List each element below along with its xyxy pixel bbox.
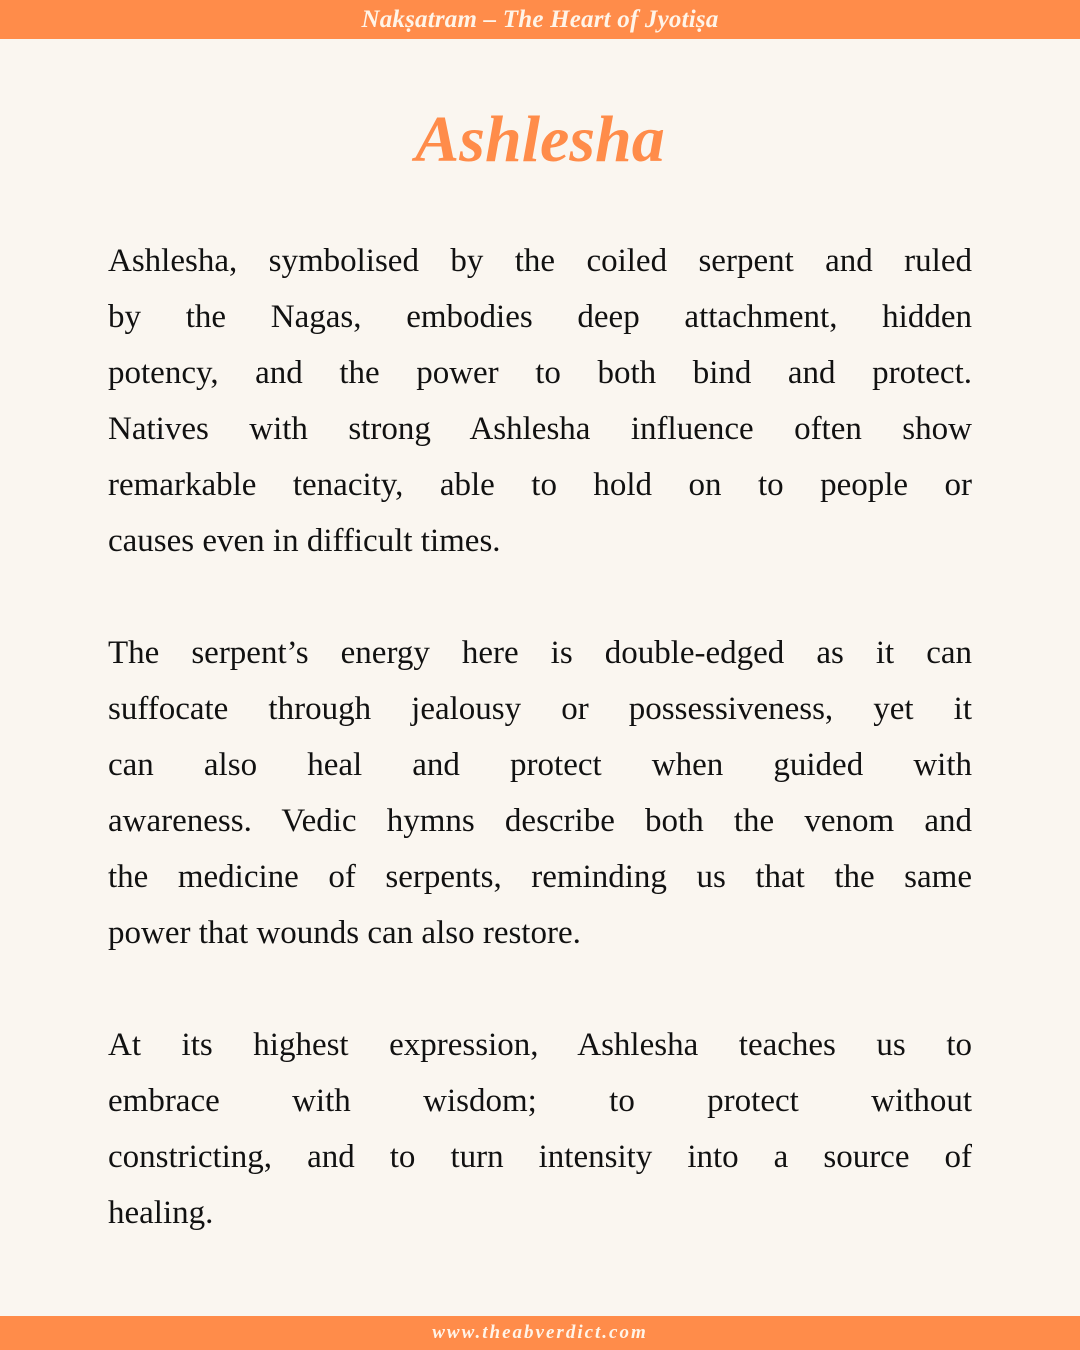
paragraph-line: potency, and the power to both bind and protect. <box>108 355 972 391</box>
paragraph-line: embrace with wisdom; to protect without <box>108 1083 972 1119</box>
paragraph-1 <box>108 233 972 569</box>
paragraph-line: by the Nagas, embodies deep attachment, hidden <box>108 299 972 335</box>
header-text: Nakṣatram – The Heart of Jyotiṣa <box>361 5 719 33</box>
paragraph-line: power that wounds can also restore. <box>108 915 581 951</box>
paragraph-line: can also heal and protect when guided with <box>108 747 972 783</box>
paragraph-line: healing. <box>108 1195 214 1231</box>
paragraph-line: remarkable tenacity, able to hold on to people or <box>108 467 972 503</box>
footer-website-link[interactable]: www.theabverdict.com <box>432 1322 648 1343</box>
page-title: Ashlesha <box>415 103 665 176</box>
paragraph-line: At its highest expression, Ashlesha teaches us to <box>108 1027 972 1063</box>
paragraph-line: Natives with strong Ashlesha influence often show <box>108 411 972 447</box>
paragraph-line: Ashlesha, symbolised by the coiled serpent and ruled <box>108 243 972 279</box>
paragraph-line: causes even in difficult times. <box>108 523 501 559</box>
paragraph-line: the medicine of serpents, reminding us that the same <box>108 859 972 895</box>
paragraph-3 <box>108 1017 972 1241</box>
footer-banner <box>0 1316 1080 1350</box>
paragraph-2 <box>108 625 972 961</box>
header-banner <box>0 0 1080 39</box>
paragraph-line: constricting, and to turn intensity into a source of <box>108 1139 972 1175</box>
paragraph-line: The serpent’s energy here is double-edged as it can <box>108 635 972 671</box>
paragraph-line: awareness. Vedic hymns describe both the venom and <box>108 803 972 839</box>
paragraph-line: suffocate through jealousy or possessiveness, yet it <box>108 691 972 727</box>
